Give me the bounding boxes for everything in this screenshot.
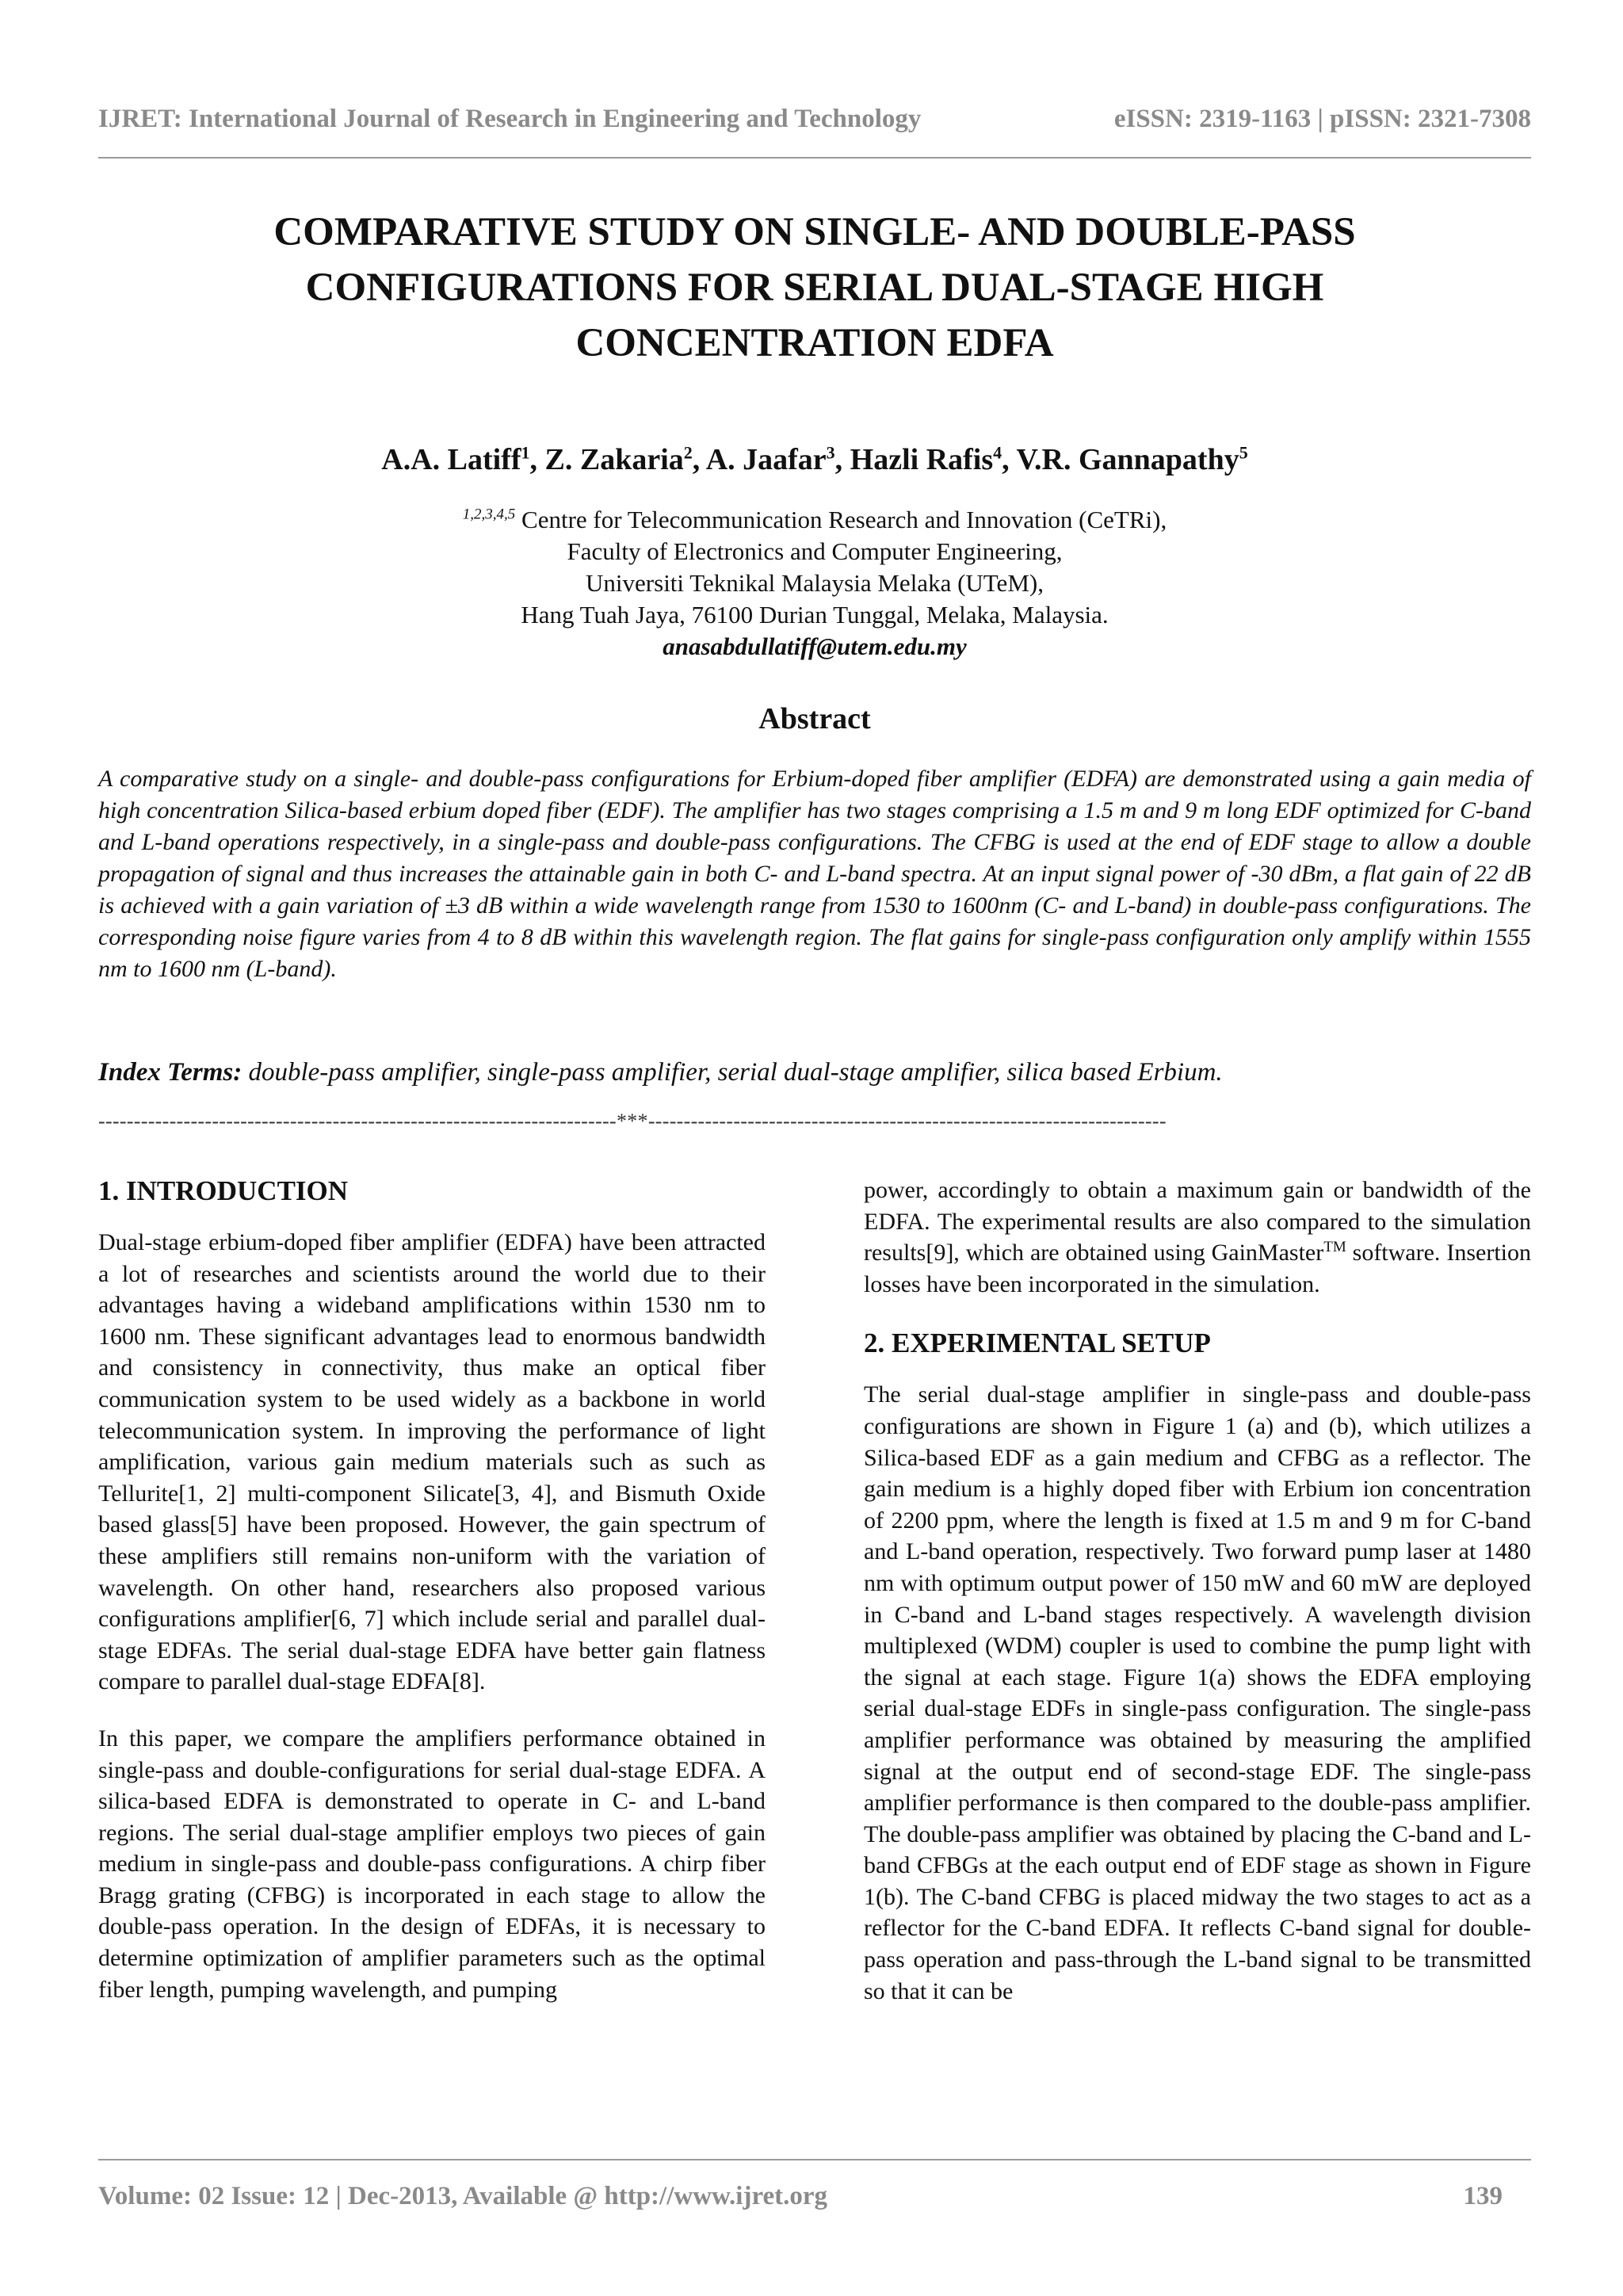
author-name: V.R. Gannapathy xyxy=(1016,443,1239,476)
introduction-paragraph-2: In this paper, we compare the amplifiers performance obtained in single-pass and double-configurations for serial dual-stage EDFA. A silica-based EDFA is demonstrated to operate in C- and L-band regions. The serial dual-stage amplifier employs two pieces of gain medium in single-pass and double-pass configurations. A chirp fiber Bragg grating (CFBG) is incorporated in each stage to allow the double-pass operation. In the design of EDFAs, it is necessary to determine optimization of amplifier parameters such as the optimal fiber length, pumping wavelength, and pumping xyxy=(98,1725,766,2003)
affiliation-line-1: $^{1,2,3,4,5}$ Centre for Telecommunication Research and Innovation (CeTRi), xyxy=(462,506,1167,533)
affiliation-line-4: Hang Tuah Jaya, 76100 Durian Tunggal, Melaka, Malaysia. xyxy=(521,601,1109,628)
author-name: A. Jaafar xyxy=(705,443,827,476)
title-line-3: CONCENTRATION EDFA xyxy=(575,321,1054,365)
author-affil-sup: 4 xyxy=(993,442,1002,463)
author-name: A.A. Latiff xyxy=(381,443,521,476)
index-terms-label: Index Terms: xyxy=(98,1058,242,1087)
title-line-2: CONFIGURATIONS FOR SERIAL DUAL-STAGE HIGH xyxy=(305,266,1324,310)
experimental-setup-paragraph: The serial dual-stage amplifier in single-pass and double-pass configurations are shown in Figure 1 (a) and (b), which utilizes a Silica-based EDF as a gain medium and CFBG as a reflector. The gain medium is a highly doped fiber with Erbium ion concentration of 2200 ppm, where the length is fixed at 1.5 m and 9 m for C-band and L-band operation, respectively. Two forward pump laser at 1480 nm with optimum output power of 150 mW and 60 mW are deployed in C-band and L-band stages respectively. A wavelength division multiplexed (WDM) coupler is used to combine the pump light with the signal at each stage. Figure 1(a) shows the EDFA employing serial dual-stage EDFs in single-pass configuration. The single-pass amplifier performance was obtained by measuring the amplified signal at the output end of second-stage EDF. The single-pass amplifier performance is then compared to the double-pass amplifier. The double-pass amplifier was obtained by placing the C-band and L-band CFBGs at the each output end of EDF stage as shown in Figure 1(b). The C-band CFBG is placed midway the two stages to act as a reflector for the C-band EDFA. It reflects C-band signal for double-pass operation and pass-through the L-band signal to be transmitted so that it can be xyxy=(864,1381,1531,2004)
author-name: Hazli Rafis xyxy=(850,443,994,476)
introduction-paragraph-3: power, accordingly to obtain a maximum gain or bandwidth of the EDFA. The experimental results are also compared to the simulation results[9], which are obtained using GainMaster™ software. Insertion losses have been incorporated in the simulation. xyxy=(864,1177,1531,1297)
index-terms xyxy=(98,1055,1531,1090)
affiliation-block xyxy=(98,504,1531,663)
paper-title xyxy=(98,204,1531,371)
section-separator: -------------------------------------------------------------------------***------------------------------------------------------------------------- xyxy=(98,1110,1167,1133)
author-affil-sup: 5 xyxy=(1239,442,1248,463)
running-header xyxy=(98,98,1531,139)
abstract-heading: Abstract xyxy=(758,702,871,735)
index-terms-text: double-pass amplifier, single-pass amplifier, serial dual-stage amplifier, silica based Erbium. xyxy=(248,1058,1223,1087)
journal-name: IJRET: International Journal of Research in Engineering and Technology xyxy=(98,104,922,133)
introduction-paragraph-1: Dual-stage erbium-doped fiber amplifier (EDFA) have been attracted a lot of researches and scientists around the world due to their advantages having a wideband amplifications within 1530 nm to 1600 nm. These significant advantages lead to enormous bandwidth and consistency in connectivity, thus make an optical fiber communication system to be used widely as a backbone in world telecommunication system. In improving the performance of light amplification, various gain medium materials such as such as Tellurite[1, 2] multi-component Silicate[3, 4], and Bismuth Oxide based glass[5] have been proposed. However, the gain spectrum of these amplifiers still remains non-uniform with the variation of wavelength. On other hand, researchers also proposed various configurations amplifier[6, 7] which include serial and parallel dual-stage EDFAs. The serial dual-stage EDFA have better gain flatness compare to parallel dual-stage EDFA[8]. xyxy=(98,1229,766,1695)
experimental-setup-heading: 2. EXPERIMENTAL SETUP xyxy=(864,1328,1211,1359)
title-line-1: COMPARATIVE STUDY ON SINGLE- AND DOUBLE-PASS xyxy=(273,210,1356,254)
author-email: anasabdullatiff@utem.edu.my xyxy=(663,632,967,660)
affiliation-sup: 1,2,3,4,5 xyxy=(462,506,516,523)
footer-rule xyxy=(98,2159,1531,2160)
affiliation-line-2: Faculty of Electronics and Computer Engineering, xyxy=(567,537,1063,565)
trademark-sup: TM xyxy=(1323,1239,1346,1256)
header-rule xyxy=(98,157,1531,159)
issn-numbers: eISSN: 2319-1163 | pISSN: 2321-7308 xyxy=(1113,104,1531,133)
author-name: Z. Zakaria xyxy=(544,443,684,476)
author-affil-sup: 2 xyxy=(683,442,693,463)
left-column xyxy=(98,1173,766,2030)
author-list: A.A. Latiff$^1$, Z. Zakaria$^2$, A. Jaafar$^3$, Hazli Rafis$^4$, V.R. Gannapathy$^5$ xyxy=(381,442,1248,476)
author-affil-sup: 1 xyxy=(521,442,530,463)
volume-info: Volume: 02 Issue: 12 | Dec-2013, Available @ http://www.ijret.org xyxy=(98,2181,828,2210)
affiliation-line-3: Universiti Teknikal Malaysia Melaka (UTeM), xyxy=(586,569,1044,597)
page-number: 139 xyxy=(1463,2181,1503,2210)
abstract-text: A comparative study on a single- and double-pass configurations for Erbium-doped fiber amplifier (EDFA) are demonstrated using a gain media of high concentration Silica-based erbium doped fiber (EDF). The amplifier has two stages comprising a 1.5 m and 9 m long EDF optimized for C-band and L-band operations respectively, in a single-pass and double-pass configurations. The CFBG is used at the end of EDF stage to allow a double propagation of signal and thus increases the attainable gain in both C- and L-band spectra. At an input signal power of -30 dBm, a flat gain of 22 dB is achieved with a gain variation of ±3 dB within a wide wavelength range from 1530 to 1600nm (C- and L-band) in double-pass configurations. The corresponding noise figure varies from 4 to 8 dB within this wavelength region. The flat gains for single-pass configuration only amplify within 1555 nm to 1600 nm (L-band). xyxy=(98,766,1531,982)
running-footer xyxy=(98,2176,1531,2216)
introduction-heading: 1. INTRODUCTION xyxy=(98,1175,349,1206)
author-affil-sup: 3 xyxy=(826,442,835,463)
right-column xyxy=(864,1175,1531,2032)
